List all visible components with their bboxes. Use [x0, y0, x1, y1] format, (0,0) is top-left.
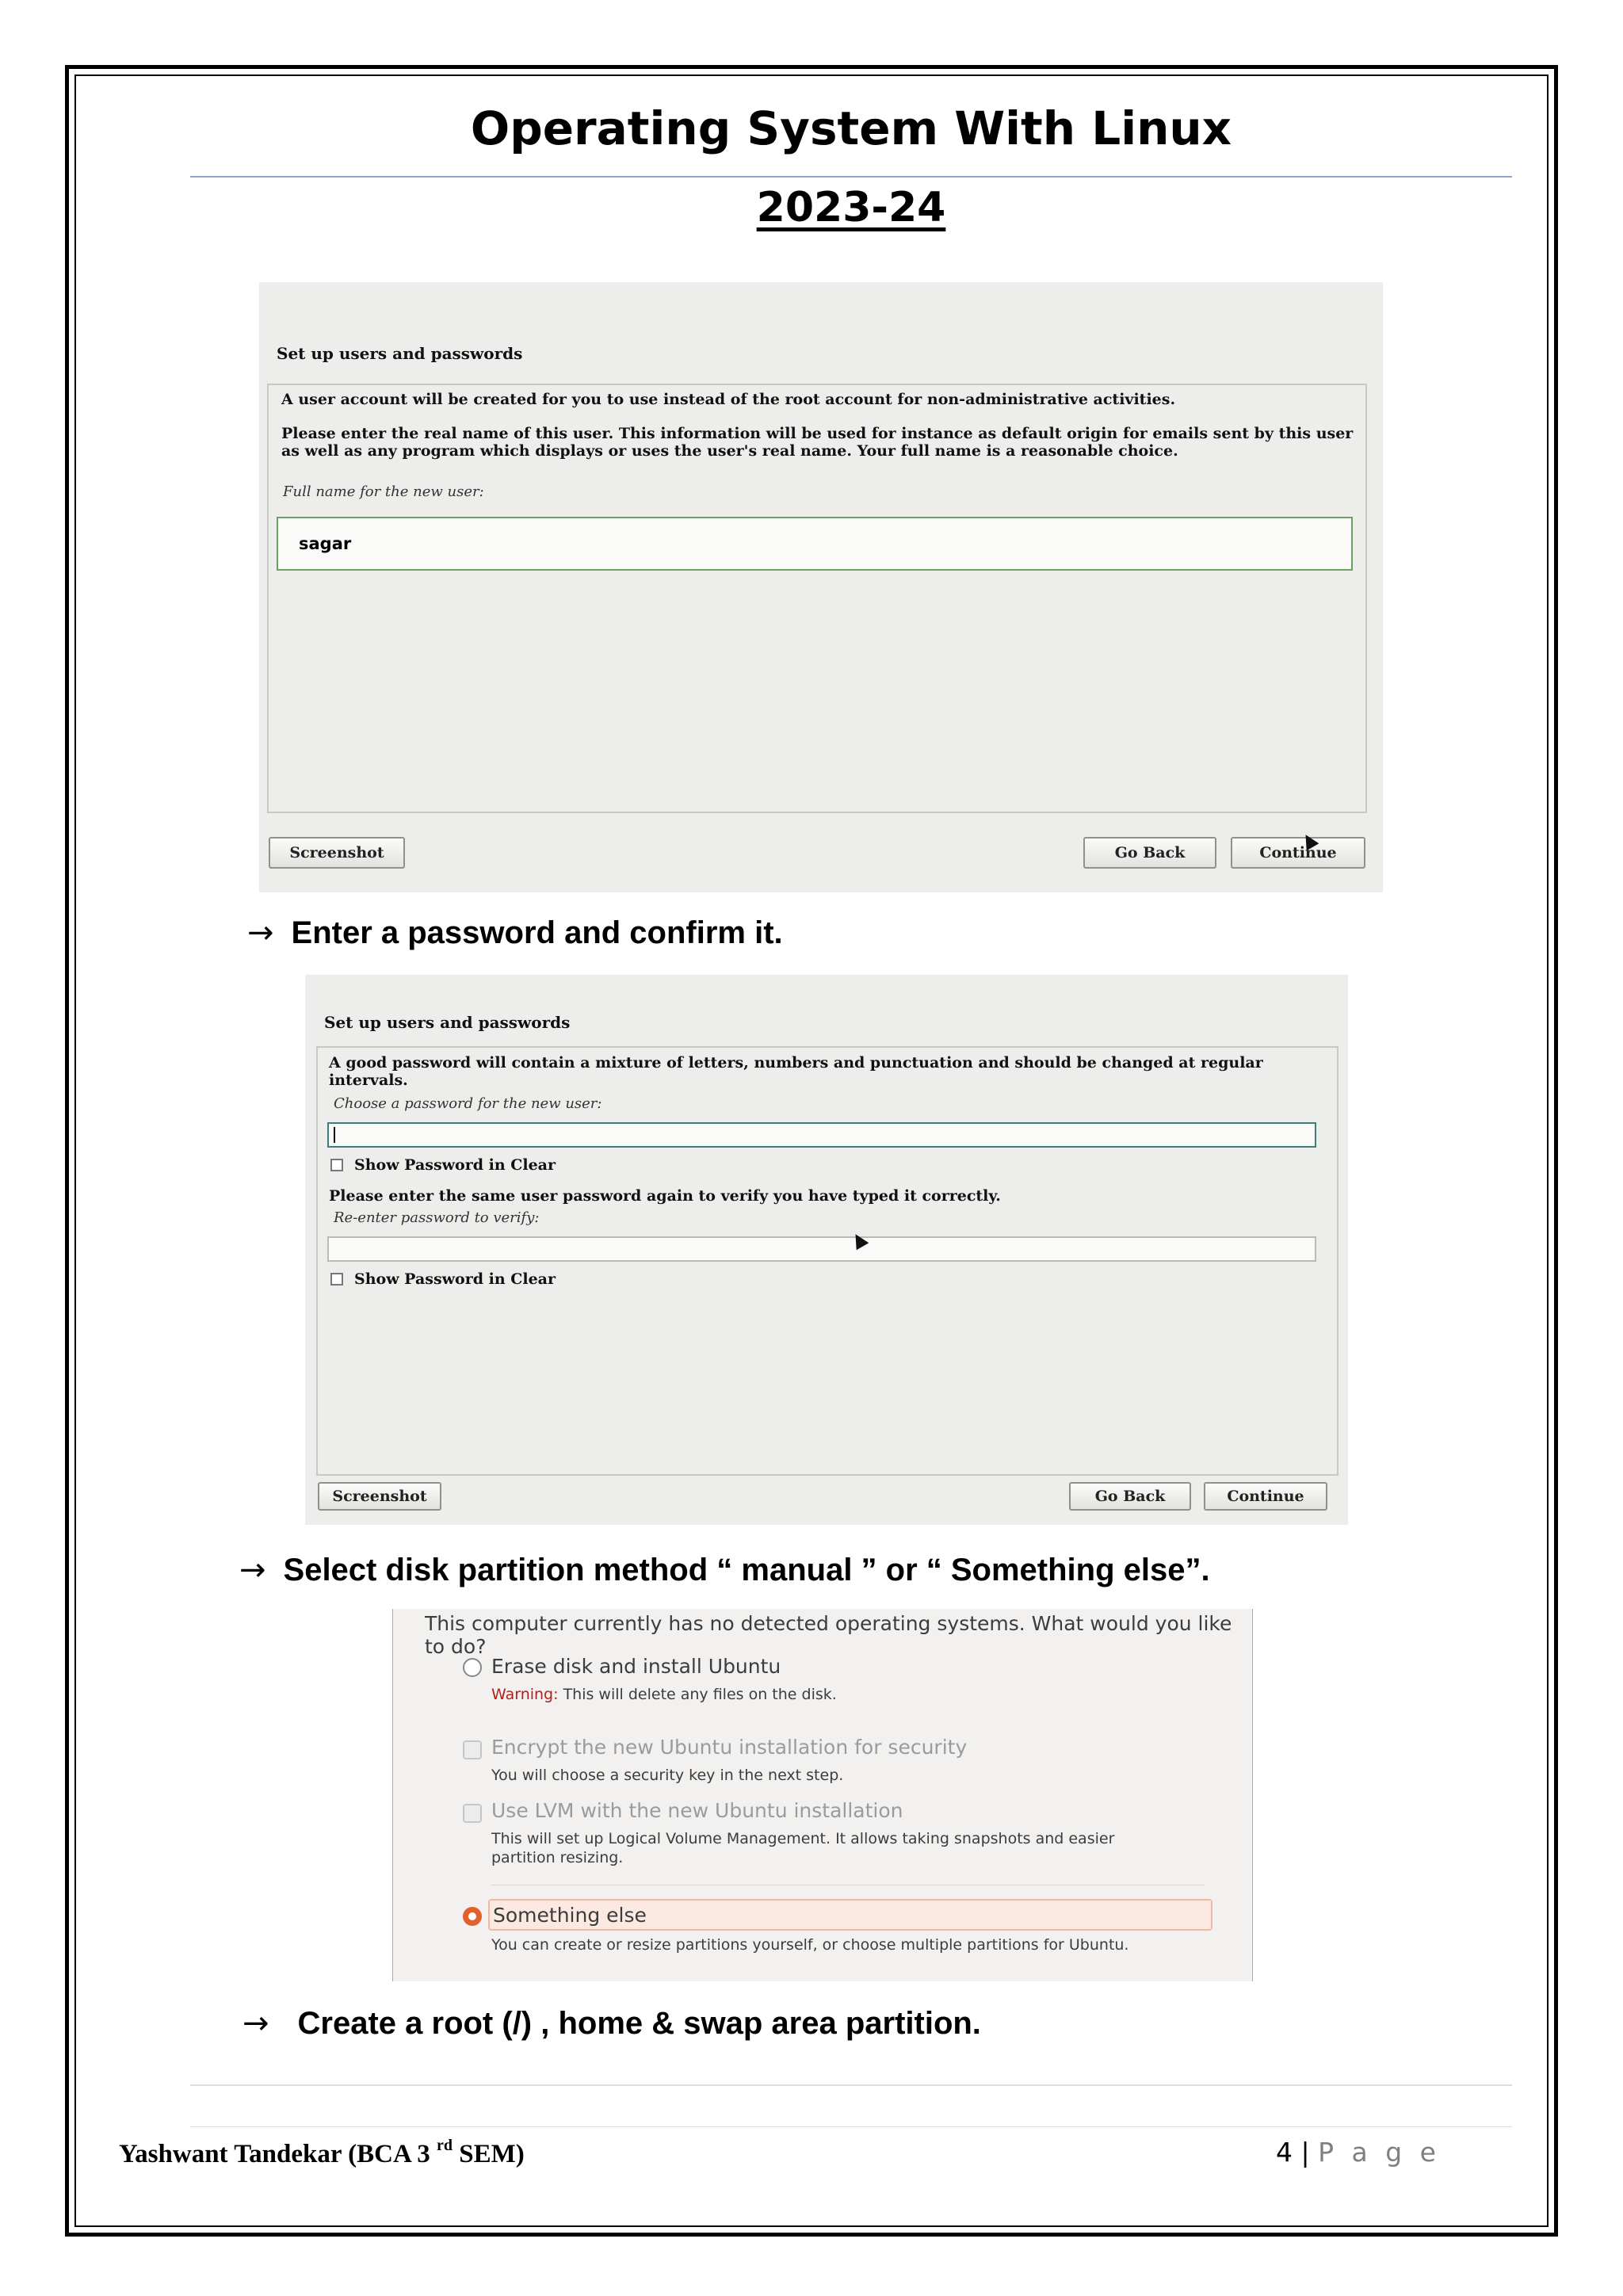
document-year: 2023-24	[756, 184, 946, 231]
author-text: Yashwant Tandekar (BCA 3	[119, 2140, 430, 2168]
step-text: Enter a password and confirm it.	[291, 915, 783, 950]
step-create-partitions	[242, 2005, 981, 2042]
text-caret	[334, 1127, 335, 1143]
arrow-icon: →	[242, 2005, 269, 2042]
show-password-checkbox[interactable]	[330, 1159, 343, 1171]
info-paragraph-2: Please enter the real name of this user. This information will be used for instance as default origin for emails sent by this user as well as any program which displays or uses the user's real name. Your full name is a reasonable choice.	[281, 425, 1354, 460]
section-heading: Set up users and passwords	[324, 1013, 571, 1032]
lvm-description: This will set up Logical Volume Management. It allows taking snapshots and easier partition resizing.	[491, 1830, 1115, 1866]
fullname-value: sagar	[299, 534, 352, 553]
password-info-paragraph: A good password will contain a mixture of letters, numbers and punctuation and should be changed at regular intervals.	[329, 1054, 1263, 1089]
warning-text: This will delete any files on the disk.	[558, 1686, 837, 1703]
continue-button[interactable]: Continue	[1204, 1482, 1327, 1511]
semester-text: SEM)	[453, 2140, 525, 2168]
password-input[interactable]	[327, 1122, 1316, 1148]
continue-button[interactable]: Continue	[1231, 837, 1365, 869]
arrow-icon: →	[247, 915, 274, 951]
ordinal-suffix: rd	[437, 2137, 453, 2154]
show-verify-password-label: Show Password in Clear	[354, 1270, 556, 1288]
lvm-checkbox[interactable]	[463, 1804, 482, 1823]
something-else-option[interactable]: Something else	[493, 1904, 647, 1927]
fullname-label: Full name for the new user:	[283, 483, 484, 500]
verify-password-input[interactable]	[327, 1236, 1316, 1262]
footer-divider	[190, 2084, 1512, 2086]
installation-question: This computer currently has no detected operating systems. What would you like to do?	[425, 1612, 1232, 1658]
step-text: Select disk partition method “ manual ” or “ Something else”.	[283, 1553, 1210, 1587]
go-back-button[interactable]: Go Back	[1083, 837, 1216, 869]
footer-page-number	[1276, 2137, 1441, 2168]
show-password-label: Show Password in Clear	[354, 1156, 556, 1174]
show-verify-password-checkbox[interactable]	[330, 1273, 343, 1286]
footer-author	[119, 2137, 525, 2169]
ubuntu-installation-type-screenshot	[392, 1609, 1253, 1981]
info-paragraph-1: A user account will be created for you to use instead of the root account for non-administrative activities.	[281, 391, 1176, 408]
erase-disk-radio[interactable]	[463, 1658, 482, 1677]
page-separator: |	[1293, 2137, 1319, 2168]
lvm-option: Use LVM with the new Ubuntu installation	[491, 1799, 903, 1822]
verify-info-paragraph: Please enter the same user password again to verify you have typed it correctly.	[329, 1187, 1001, 1205]
verify-password-label: Re-enter password to verify:	[334, 1209, 540, 1226]
password-label: Choose a password for the new user:	[334, 1095, 602, 1112]
something-else-radio[interactable]	[463, 1907, 482, 1926]
page-number: 4	[1276, 2137, 1293, 2168]
encrypt-description: You will choose a security key in the next step.	[491, 1767, 844, 1784]
document-title: Operating System With Linux	[470, 101, 1232, 155]
go-back-button[interactable]: Go Back	[1069, 1482, 1191, 1511]
erase-disk-warning	[491, 1685, 837, 1704]
screenshot-button[interactable]: Screenshot	[269, 837, 405, 869]
step-text: Create a root (/) , home & swap area partition.	[297, 2006, 981, 2041]
installer-screenshot-fullname	[259, 282, 1383, 892]
section-heading: Set up users and passwords	[277, 344, 523, 363]
installer-screenshot-password	[305, 975, 1348, 1525]
step-enter-password	[247, 915, 783, 951]
step-select-partition	[239, 1552, 1210, 1588]
erase-disk-option[interactable]: Erase disk and install Ubuntu	[491, 1655, 781, 1678]
fullname-input[interactable]	[277, 517, 1353, 571]
encrypt-option: Encrypt the new Ubuntu installation for security	[491, 1736, 968, 1759]
encrypt-checkbox[interactable]	[463, 1740, 482, 1759]
footer-divider-2	[190, 2126, 1512, 2127]
warning-label: Warning:	[491, 1686, 559, 1703]
screenshot-button[interactable]: Screenshot	[318, 1482, 441, 1511]
title-divider	[190, 176, 1512, 178]
arrow-icon: →	[239, 1552, 266, 1588]
page-word: P a g e	[1318, 2137, 1441, 2168]
something-else-description: You can create or resize partitions yourself, or choose multiple partitions for Ubuntu.	[491, 1936, 1129, 1954]
